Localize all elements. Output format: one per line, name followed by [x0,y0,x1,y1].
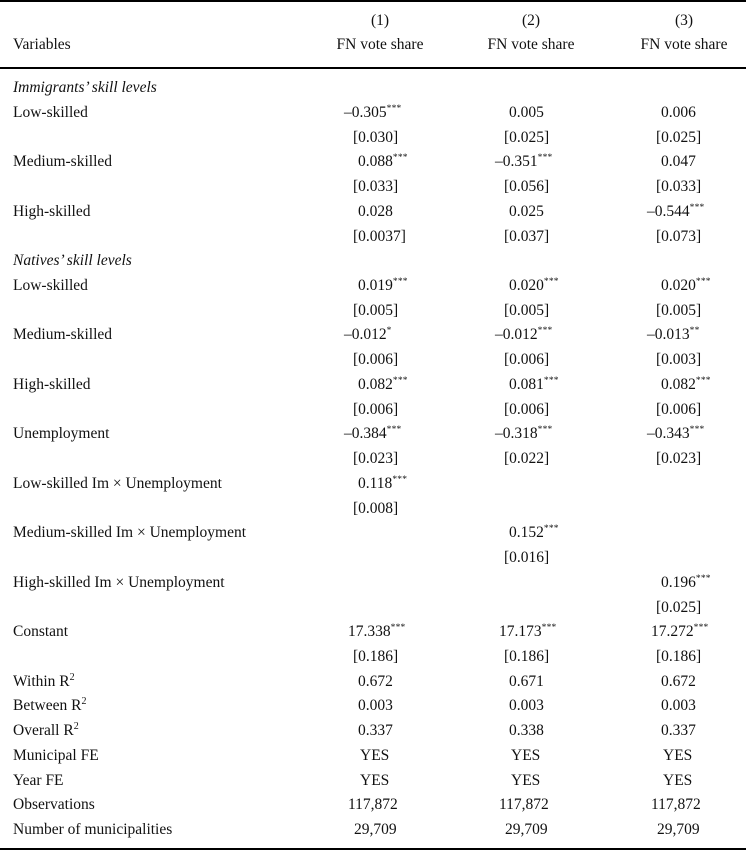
table-row-coef [0,422,746,446]
stat-cell: 117,872 [499,796,549,813]
column-dependent: FN vote share [640,36,728,53]
coef-cell: 0.082*** [358,376,408,393]
table-row-se [0,299,746,323]
coef-cell: 0.019*** [358,277,408,294]
section-label-natives: Natives’ skill levels [13,252,132,269]
table-row-se [0,596,746,620]
stat-cell: YES [511,772,541,789]
column-dependent: FN vote share [487,36,575,53]
stat-cell: 0.003 [358,697,393,714]
coef-cell: 17.173*** [499,623,557,640]
stat-cell: YES [511,747,541,764]
se-cell: [0.006] [656,401,702,418]
se-cell: [0.186] [353,648,399,665]
se-cell: [0.056] [504,178,550,195]
section-row [0,76,746,100]
se-cell: [0.005] [504,302,550,319]
coef-cell: 0.082*** [661,376,711,393]
stat-cell: 0.003 [661,697,696,714]
table-row-se [0,645,746,669]
table-row-se [0,225,746,249]
se-cell: [0.022] [504,450,550,467]
table-row-coef [0,101,746,125]
coef-cell: –0.351*** [495,153,553,170]
coef-cell: –0.384*** [344,425,402,442]
coef-cell: 0.047 [661,153,696,170]
row-label: Between $R^2$ [13,696,87,714]
table-row-se [0,447,746,471]
se-cell: [0.186] [504,648,550,665]
table-row-coef [0,472,746,496]
stat-cell: YES [360,772,390,789]
table-row-coef [0,521,746,545]
se-cell: [0.005] [353,302,399,319]
stat-cell: 0.337 [358,722,393,739]
coef-cell: 17.272*** [651,623,709,640]
coef-cell: 17.338*** [348,623,406,640]
row-label: Low-skilled [13,104,88,121]
table-row-se [0,546,746,570]
stat-cell: 29,709 [657,821,700,838]
column-header-3 [634,9,734,57]
stat-cell: 0.003 [509,697,544,714]
column-number: (1) [370,12,390,29]
stat-cell: 0.672 [358,673,393,690]
column-dependent: FN vote share [336,36,424,53]
table-row-coef [0,571,746,595]
stat-cell: 29,709 [354,821,397,838]
coef-cell: –0.012*** [495,326,553,343]
se-cell: [0.023] [656,450,702,467]
column-header-1 [330,9,430,57]
coef-cell: –0.012* [344,326,392,343]
coef-cell: 0.005 [509,104,544,121]
se-cell: [0.006] [504,351,550,368]
table-row-coef [0,323,746,347]
stats-row-municipal-fe [0,744,746,768]
row-label: Number of municipalities [13,821,173,838]
stat-cell: 0.338 [509,722,544,739]
column-number: (3) [674,12,694,29]
table-row-coef [0,373,746,397]
row-label: High-skilled [13,203,91,220]
stats-row-within-r2 [0,670,746,694]
stats-row-municipalities [0,818,746,842]
table-row-se [0,398,746,422]
se-cell: [0.037] [504,228,550,245]
table-row-coef [0,200,746,224]
table-row-se [0,497,746,521]
coef-cell: 0.152*** [509,524,559,541]
se-cell: [0.003] [656,351,702,368]
coef-cell: –0.544*** [647,203,705,220]
stats-row-overall-r2 [0,719,746,743]
stat-cell: 0.337 [661,722,696,739]
stat-cell: 117,872 [651,796,701,813]
coef-cell: –0.343*** [647,425,705,442]
header-rule [0,67,746,69]
se-cell: [0.030] [353,129,399,146]
row-label: Medium-skilled [13,153,113,170]
stat-cell: YES [663,747,693,764]
stats-row-observations [0,793,746,817]
row-label: Municipal FE [13,747,99,764]
coef-cell: 0.088*** [358,153,408,170]
se-cell: [0.006] [353,401,399,418]
coef-cell: 0.006 [661,104,696,121]
stat-cell: YES [663,772,693,789]
row-label: Observations [13,796,95,813]
stats-row-year-fe [0,769,746,793]
se-cell: [0.006] [353,351,399,368]
row-label: High-skilled [13,376,91,393]
stat-cell: 117,872 [348,796,398,813]
se-cell: [0.186] [656,648,702,665]
variables-header: Variables [13,36,71,53]
row-label: High-skilled Im × Unemployment [13,574,225,591]
table-row-coef [0,274,746,298]
row-label: Unemployment [13,425,110,442]
table-row-se [0,175,746,199]
row-label: Low-skilled Im × Unemployment [13,475,222,492]
se-cell: [0.006] [504,401,550,418]
table-top-rule [0,0,746,2]
section-row [0,249,746,273]
column-number: (2) [521,12,541,29]
section-label-immigrants: Immigrants’ skill levels [13,79,157,96]
coef-cell: 0.081*** [509,376,559,393]
stat-cell: 0.671 [509,673,544,690]
stats-row-between-r2 [0,694,746,718]
row-label: Medium-skilled [13,326,113,343]
coef-cell: 0.196*** [661,574,711,591]
coef-cell: –0.318*** [495,425,553,442]
table-row-se [0,126,746,150]
se-cell: [0.023] [353,450,399,467]
coef-cell: –0.013** [647,326,700,343]
se-cell: [0.0037] [353,228,406,245]
coef-cell: 0.028 [358,203,393,220]
stat-cell: 0.672 [661,673,696,690]
se-cell: [0.033] [353,178,399,195]
coef-cell: 0.025 [509,203,544,220]
table-row-coef [0,150,746,174]
row-label: Overall $R^2$ [13,721,79,739]
se-cell: [0.008] [353,500,399,517]
coef-cell: –0.305*** [344,104,402,121]
se-cell: [0.025] [504,129,550,146]
se-cell: [0.005] [656,302,702,319]
coef-cell: 0.118*** [358,475,408,492]
se-cell: [0.033] [656,178,702,195]
coef-cell: 0.020*** [661,277,711,294]
row-label: Year FE [13,772,64,789]
column-header-2 [481,9,581,57]
se-cell: [0.025] [656,129,702,146]
row-label: Medium-skilled Im × Unemployment [13,524,247,541]
table-row-coef [0,620,746,644]
coef-cell: 0.020*** [509,277,559,294]
se-cell: [0.073] [656,228,702,245]
stat-cell: 29,709 [505,821,548,838]
row-label: Constant [13,623,69,640]
row-label: Within $R^2$ [13,672,75,690]
stat-cell: YES [360,747,390,764]
se-cell: [0.025] [656,599,702,616]
row-label: Low-skilled [13,277,88,294]
table-row-se [0,348,746,372]
se-cell: [0.016] [504,549,550,566]
